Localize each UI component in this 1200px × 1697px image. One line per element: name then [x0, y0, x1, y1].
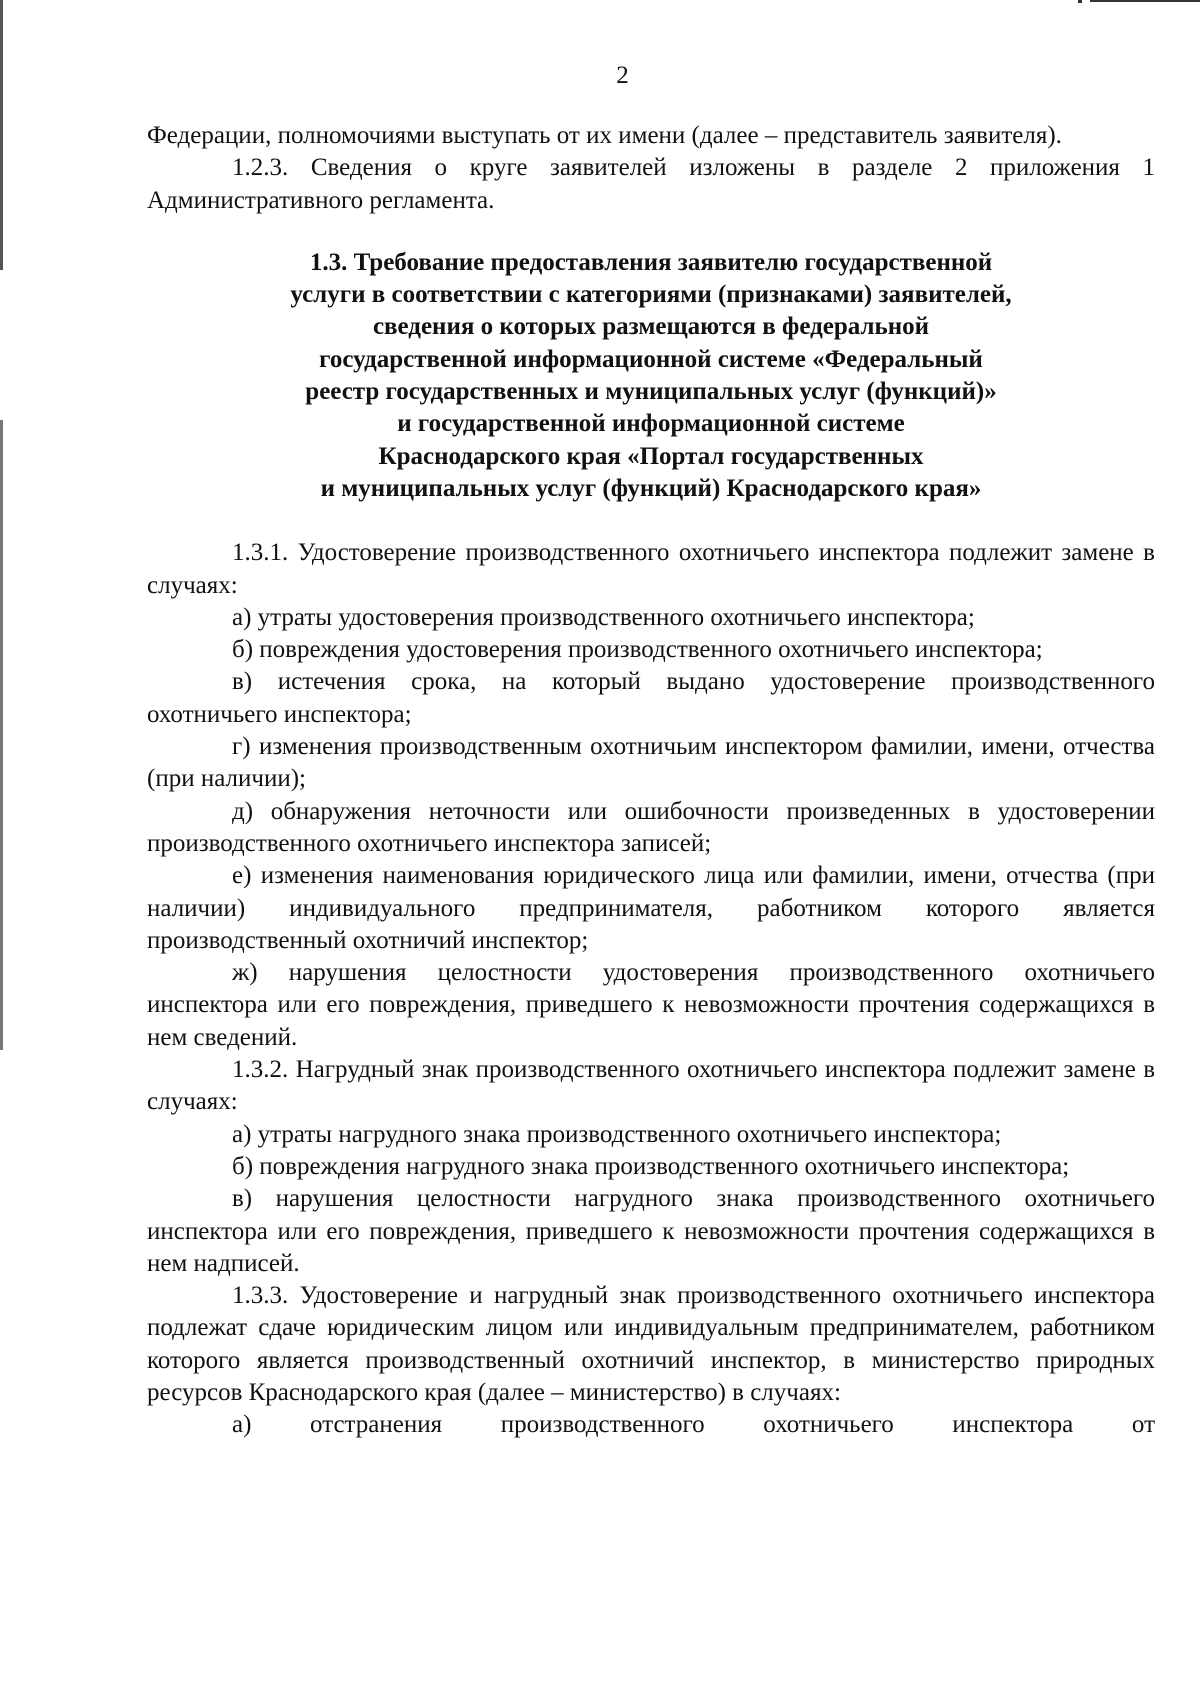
list-item-1-3-2-b: б) повреждения нагрудного знака производственного охотничьего инспектора;	[232, 1152, 1070, 1180]
list-item-1-3-2-v: в) нарушения целостности нагрудного знака производственного охотничьего инспектора или его повреждения, приведшего к невозможности прочтения содержащихся в нем надписей.	[147, 1185, 1155, 1277]
paragraph-1-2-3: 1.2.3. Сведения о круге заявителей изложены в разделе 2 приложения 1 Административного регламента.	[147, 154, 1155, 214]
heading-line: и муниципальных услуг (функций) Краснодарского края»	[320, 474, 982, 502]
list-item-1-3-1-a: а) утраты удостоверения производственного охотничьего инспектора;	[232, 603, 975, 631]
paragraph-continuation: Федерации, полномочиями выступать от их имени (далее – представитель заявителя).	[147, 122, 1062, 149]
list-item-1-3-1-e: е) изменения наименования юридического лица или фамилии, имени, отчества (при наличии) индивидуального предпринимателя, работником которого является производственный охотничий инспектор;	[147, 862, 1155, 954]
list-item-1-3-1-v: в) истечения срока, на который выдано удостоверение производственного охотничьего инспектора;	[147, 668, 1155, 728]
heading-line: 1.3. Требование предоставления заявителю государственной	[309, 248, 993, 276]
page-number: 2	[616, 62, 629, 89]
list-item-1-3-3-a: а) отстранения производственного охотничьего инспектора от	[232, 1411, 1155, 1439]
list-item-1-3-1-zh: ж) нарушения целостности удостоверения производственного охотничьего инспектора или его повреждения, приведшего к невозможности прочтения содержащихся в нем сведений.	[147, 959, 1155, 1051]
paragraph-1-3-1: 1.3.1. Удостоверение производственного охотничьего инспектора подлежит замене в случаях:	[147, 539, 1155, 599]
list-item-1-3-1-g: г) изменения производственным охотничьим инспектором фамилии, имени, отчества (при наличии);	[147, 733, 1155, 793]
section-heading-1-3	[147, 247, 1155, 505]
document-body	[147, 120, 1155, 1442]
scan-edge-top	[1090, 0, 1200, 2]
paragraph-1-3-3: 1.3.3. Удостоверение и нагрудный знак производственного охотничьего инспектора подлежат сдаче юридическим лицом или индивидуальным предпринимателем, работником которого является производственный охотничий инспектор, в министерство природных ресурсов Краснодарского края (далее – министерство) в случаях:	[147, 1282, 1155, 1406]
scan-edge-top-mark	[1078, 0, 1082, 3]
heading-line: услуги в соответствии с категориями (признаками) заявителей,	[290, 281, 1012, 309]
list-item-1-3-1-d: д) обнаружения неточности или ошибочности произведенных в удостоверении производственного охотничьего инспектора записей;	[147, 797, 1155, 857]
scan-edge-left	[0, 0, 3, 1697]
heading-line: реестр государственных и муниципальных услуг (функций)»	[305, 378, 997, 406]
paragraph-1-3-2: 1.3.2. Нагрудный знак производственного охотничьего инспектора подлежит замене в случаях:	[147, 1056, 1155, 1116]
heading-line: и государственной информационной системе	[397, 410, 905, 438]
heading-line: Краснодарского края «Портал государственных	[378, 442, 924, 470]
list-item-1-3-2-a: а) утраты нагрудного знака производственного охотничьего инспектора;	[232, 1120, 1002, 1148]
list-item-1-3-1-b: б) повреждения удостоверения производственного охотничьего инспектора;	[232, 636, 1043, 664]
heading-line: сведения о которых размещаются в федеральной	[372, 313, 930, 341]
heading-line: государственной информационной системе «Федеральный	[319, 345, 983, 373]
